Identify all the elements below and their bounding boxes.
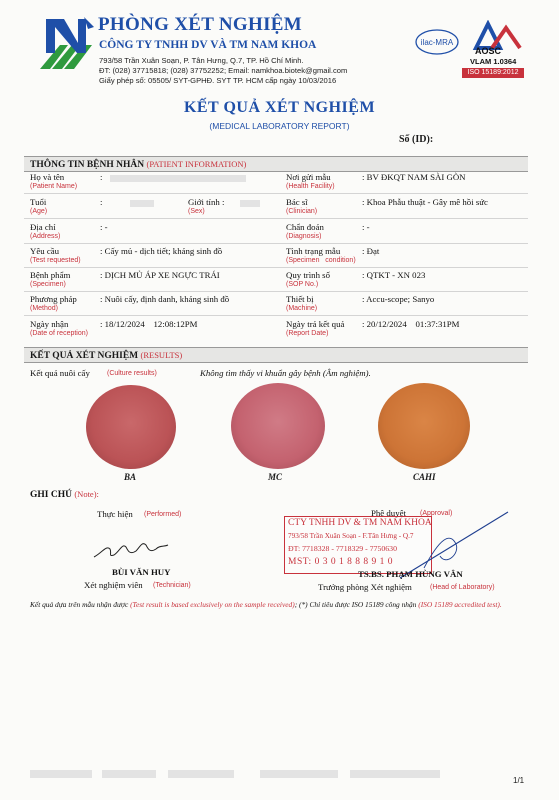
condition-label: Tình trạng mẫu <box>286 246 341 256</box>
report-date-label-en: (Report Date) <box>286 330 329 337</box>
report-id-label: Số (ID): <box>399 134 434 145</box>
footer-note-vi-2: ; (*) Chỉ tiêu được ISO 15189 công nhận <box>294 600 419 609</box>
company-contact: ĐT: (028) 37715818; (028) 37752252; Email: namkhoa.biotek@gmail.com <box>99 66 348 75</box>
plate-cahi <box>378 383 470 469</box>
report-page: PHÒNG XÉT NGHIỆM CÔNG TY TNHH DV VÀ TM NAM KHOA 793/58 Trần Xuân Soạn, P. Tân Hưng, Q.7, TP. Hồ Chí Minh. ĐT: (028) 37715818; (028) 37752252; Email: namkhoa.biotek@gmail.com Giấy phép số: 05505/ SYT-GPHĐ. SYT TP. HCM cấp ngày 10/03/2016 ilac-MRA AOSC VLAM 1.0364 ISO 15189:2012 KẾT QUẢ XÉT NGHIỆM (MEDICAL LABORATORY REPORT) Số (ID): THÔNG TIN BỆNH NHÂN (PATIENT INFORMATION) Họ và tên (Patient Name) : Tuổi (Age) : Giới tính : (Sex) Địa chỉ (Address) : - Yêu cầu (Test requested) : Cấy mủ - dịch tiết; kháng sinh đồ Bệnh phẩm (Specimen) : DỊCH MỦ ÁP XE NGỰC TRÁI Phương pháp (Method) : Nuôi cấy, định danh, kháng sinh đồ Ngày nhận (Date of reception) : 18/12/2024 12:08:12PM Nơi gửi mẫu (Health Facility) : BV ĐKQT NAM SÀI GÒN Bác sĩ (Clinician) : Khoa Phẫu thuật - Gây mê hồi sức Chẩn đoán (Diagnosis) : - Tình trạng mẫu (Specimen condition) : Đạt Quy trình số (SOP No.) : QTKT - XN 023 Thiết bị (Machine) : Accu-scope; Sanyo Ngày trả kết quả (Report Date) : 20/12/2024 01:37:31PM KẾT QUẢ XÉT NGHIỆM (RESULTS) Kết quả nuôi cấy (Culture results) Không tìm thấy vi khuẩn gây bệnh (Âm nghiệm). BA MC CAHI GHI CHÚ (Note): Thực hiện (Performed) BÙI VĂN HUY Xét nghiệm viên (Technician) Phê duyệt (Approval) CTY TNHH DV & TM NAM KHOA 793/58 Trần Xuân Soạn - F.Tân Hưng - Q.7 ĐT: 7718328 - 7718329 - 7750630 MST: 0 3 0 1 8 8 8 9 1 0 TS.BS. PHẠM HÙNG VÂN Trưởng phòng Xét nghiệm (Head of Laboratory) Kết quả dựa trên mẫu nhận được (Test result is based exclusively on the sample received); (*) Chỉ tiêu được ISO 15189 công nhận (ISO 15189 accredited test). 1/1 <box>0 0 559 800</box>
plate-ba-label: BA <box>124 472 137 482</box>
clinician-value: : Khoa Phẫu thuật - Gây mê hồi sức <box>362 197 488 207</box>
patient-info-title: THÔNG TIN BỆNH NHÂN <box>30 160 145 170</box>
sop-label-en: (SOP No.) <box>286 281 319 288</box>
specimen-label-en: (Specimen) <box>30 281 66 288</box>
notes-title <box>30 489 99 500</box>
approval-label: Phê duyệt <box>371 508 406 518</box>
plate-mc-label: MC <box>268 472 283 482</box>
address-value: : - <box>100 222 108 232</box>
performed-label-en: (Performed) <box>144 511 182 518</box>
vlam-text: VLAM 1.0364 <box>470 57 517 66</box>
culture-label: Kết quả nuôi cấy <box>30 368 90 378</box>
condition-label-en: (Specimen condition) <box>286 257 356 264</box>
report-subtitle: (MEDICAL LABORATORY REPORT) <box>209 121 350 131</box>
redacted-name <box>110 175 246 182</box>
received-label-en: (Date of reception) <box>30 330 88 337</box>
redacted-age <box>130 200 154 207</box>
name-label-en: (Patient Name) <box>30 183 78 190</box>
method-label-en: (Method) <box>30 305 59 312</box>
lab-logo <box>38 15 96 71</box>
results-header <box>24 347 528 363</box>
culture-result: Không tìm thấy vi khuẩn gây bệnh (Âm nghiệm). <box>200 368 371 378</box>
redacted-footer-1 <box>30 770 92 778</box>
technician-name: BÙI VĂN HUY <box>112 567 171 577</box>
age-label-en: (Age) <box>30 208 48 215</box>
notes-title-vi: GHI CHÚ <box>30 490 72 500</box>
specimen-label: Bệnh phẩm <box>30 270 71 280</box>
request-value: : Cấy mủ - dịch tiết; kháng sinh đồ <box>100 246 223 256</box>
head-name: TS.BS. PHẠM HÙNG VÂN <box>358 569 463 579</box>
footer-note-en-1: (Test result is based exclusively on the sample received) <box>130 600 295 609</box>
redacted-footer-5 <box>350 770 440 778</box>
diagnosis-label: Chẩn đoán <box>286 222 324 232</box>
machine-label: Thiết bị <box>286 294 314 304</box>
sop-value: : QTKT - XN 023 <box>362 270 426 280</box>
facility-value: : BV ĐKQT NAM SÀI GÒN <box>362 172 466 182</box>
received-value: : 18/12/2024 12:08:12PM <box>100 319 198 329</box>
plate-ba <box>86 385 176 469</box>
plate-mc <box>231 383 325 469</box>
approval-label-en: (Approval) <box>420 510 453 517</box>
stamp-line-3: ĐT: 7718328 - 7718329 - 7750630 <box>288 544 397 553</box>
culture-label-en: (Culture results) <box>107 370 157 377</box>
condition-value: : Đạt <box>362 246 380 256</box>
sex-label: Giới tính : <box>188 197 225 207</box>
report-title: KẾT QUẢ XÉT NGHIỆM <box>183 99 376 116</box>
redacted-footer-3 <box>168 770 234 778</box>
patient-info-header <box>24 156 528 172</box>
redacted-footer-4 <box>260 770 338 778</box>
aosc-text: AOSC <box>475 46 502 56</box>
method-label: Phương pháp <box>30 294 77 304</box>
lab-name: PHÒNG XÉT NGHIỆM <box>98 14 302 35</box>
footer-note <box>30 599 530 610</box>
page-number: 1/1 <box>513 776 525 785</box>
report-date-value: : 20/12/2024 01:37:31PM <box>362 319 460 329</box>
address-label: Địa chỉ <box>30 222 56 232</box>
notes-title-en: (Note): <box>74 489 99 499</box>
method-value: : Nuôi cấy, định danh, kháng sinh đồ <box>100 294 230 304</box>
machine-value: : Accu-scope; Sanyo <box>362 294 435 304</box>
technician-role: Xét nghiệm viên <box>84 580 143 590</box>
clinician-label-en: (Clinician) <box>286 208 318 215</box>
footer-note-vi-1: Kết quả dựa trên mẫu nhận được <box>30 600 131 609</box>
facility-label: Nơi gửi mẫu <box>286 172 331 182</box>
stamp-line-2: 793/58 Trần Xuân Soạn - F.Tân Hưng - Q.7 <box>288 532 414 540</box>
stamp-line-4: MST: 0 3 0 1 8 8 8 9 1 0 <box>288 557 393 567</box>
results-title-en: (RESULTS) <box>140 350 183 360</box>
technician-role-en: (Technician) <box>153 582 191 589</box>
machine-label-en: (Machine) <box>286 305 318 312</box>
sop-label: Quy trình số <box>286 270 330 280</box>
head-role-en: (Head of Laboratory) <box>430 584 495 591</box>
address-label-en: (Address) <box>30 233 61 240</box>
diagnosis-value: : - <box>362 222 370 232</box>
request-label-en: (Test requested) <box>30 257 81 264</box>
ilac-mra-logo <box>414 28 460 56</box>
age-label: Tuổi <box>30 197 47 207</box>
footer-note-en-2: (ISO 15189 accredited test). <box>418 600 502 609</box>
technician-signature <box>92 537 170 561</box>
performed-label: Thực hiện <box>97 509 133 519</box>
iso-badge: ISO 15189:2012 <box>462 68 524 78</box>
report-date-label: Ngày trả kết quả <box>286 319 345 329</box>
sex-label-en: (Sex) <box>188 208 205 215</box>
license-line: Giấy phép số: 05505/ SYT-GPHĐ. SYT TP. HCM cấp ngày 10/03/2016 <box>99 76 337 85</box>
head-role: Trưởng phòng Xét nghiệm <box>318 582 412 592</box>
diagnosis-label-en: (Diagnosis) <box>286 233 322 240</box>
specimen-value: : DỊCH MỦ ÁP XE NGỰC TRÁI <box>100 270 220 280</box>
company-address: 793/58 Trần Xuân Soạn, P. Tân Hưng, Q.7, TP. Hồ Chí Minh. <box>99 56 304 65</box>
name-label: Họ và tên <box>30 172 65 182</box>
results-title: KẾT QUẢ XÉT NGHIỆM <box>30 351 139 361</box>
facility-label-en: (Health Facility) <box>286 183 335 190</box>
redacted-sex <box>240 200 260 207</box>
plate-cahi-label: CAHI <box>413 472 436 482</box>
received-label: Ngày nhận <box>30 319 69 329</box>
patient-info-title-en: (PATIENT INFORMATION) <box>146 159 247 169</box>
redacted-footer-2 <box>102 770 156 778</box>
ilac-text: ilac-MRA <box>420 38 454 47</box>
company-name: CÔNG TY TNHH DV VÀ TM NAM KHOA <box>99 39 317 51</box>
request-label: Yêu cầu <box>30 246 60 256</box>
clinician-label: Bác sĩ <box>286 197 308 207</box>
stamp-line-1: CTY TNHH DV & TM NAM KHOA <box>288 518 432 528</box>
